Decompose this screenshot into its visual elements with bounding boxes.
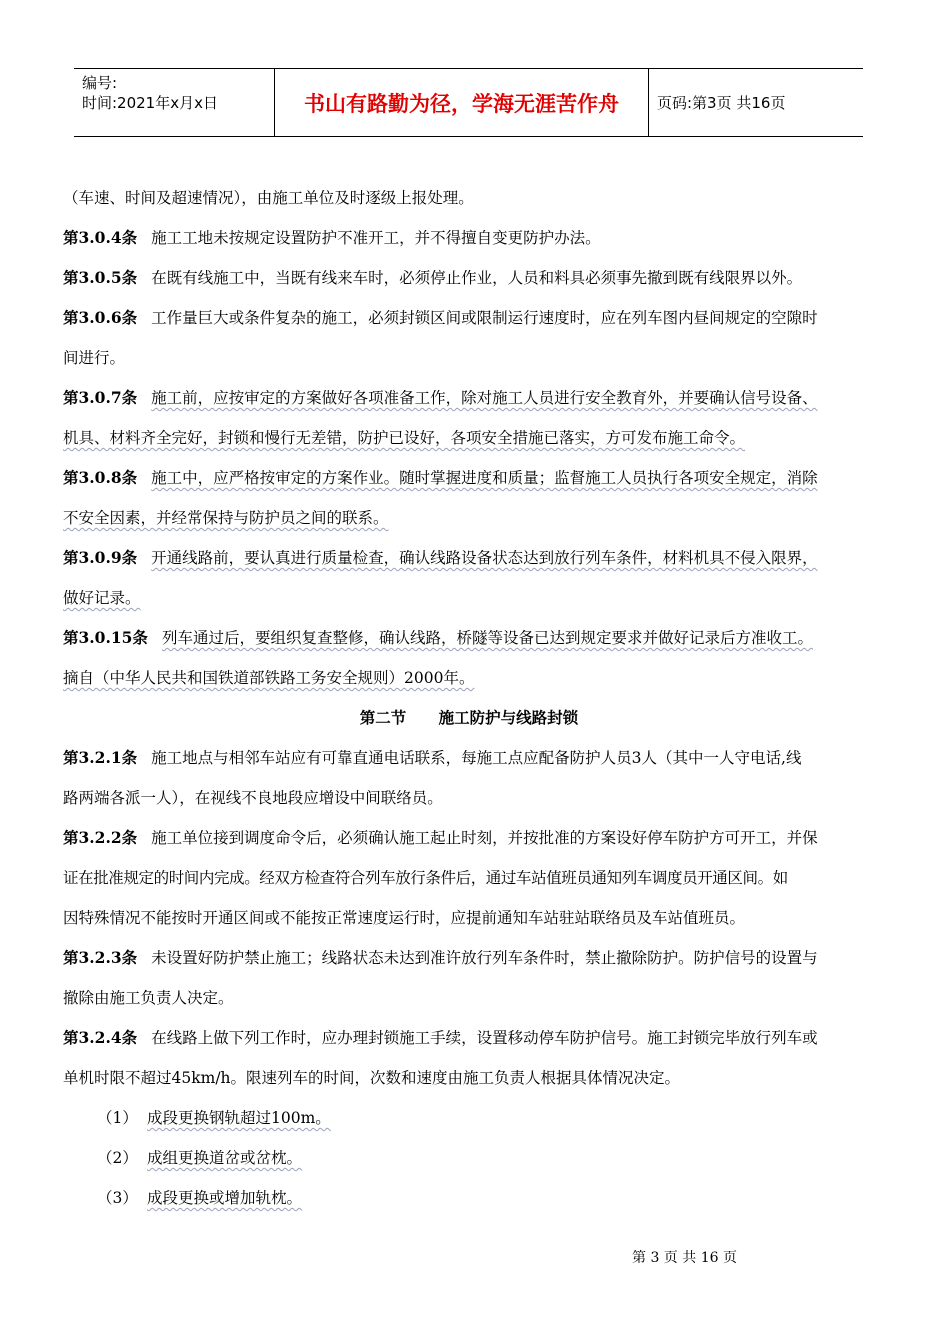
document-body <box>63 178 875 1218</box>
paragraph <box>63 218 875 258</box>
paragraph-text: 做好记录。 <box>63 589 141 607</box>
list-number: （2） <box>97 1149 138 1167</box>
paragraph-text: 不安全因素，并经常保持与防护员之间的联系。 <box>63 509 389 527</box>
text-line: 间进行。 <box>63 349 126 367</box>
paragraph-text: 施工单位接到调度命令后，必须确认施工起止时刻，并按批准的方案设好停车防护方可开工，并保 <box>151 829 818 847</box>
paragraph-text: 开通线路前，要认真进行质量检查，确认线路设备状态达到放行列车条件，材料机具不侵入限界， <box>151 549 818 567</box>
paragraph <box>63 298 875 338</box>
paragraph-text: 机具、材料齐全完好，封锁和慢行无差错，防护已设好，各项安全措施已落实，方可发布施工命令。 <box>63 429 746 447</box>
list-text: 成段更换或增加轨枕。 <box>147 1189 303 1207</box>
list-item <box>63 1098 875 1138</box>
paragraph <box>63 738 875 778</box>
paragraph-text: 摘自（中华人民共和国铁道部铁路工务安全规则）2000年。 <box>63 669 475 687</box>
paragraph-text: 施工前，应按审定的方案做好各项准备工作，除对施工人员进行安全教育外，并要确认信号设备、 <box>151 389 818 407</box>
list-text: 成段更换钢轨超过100m。 <box>147 1109 331 1127</box>
list-number: （1） <box>97 1109 138 1127</box>
article-number: 第3.0.8条 <box>63 468 138 487</box>
text-line: 路两端各派一人），在视线不良地段应增设中间联络员。 <box>63 789 443 807</box>
text-line <box>63 658 875 698</box>
header-page-label: 页码:第3页 共16页 <box>657 94 786 112</box>
text-line: 单机时限不超过45km/h。限速列车的时间，次数和速度由施工负责人根据具体情况决定。 <box>63 1069 681 1087</box>
paragraph-text: 工作量巨大或条件复杂的施工，必须封锁区间或限制运行速度时，应在列车图内昼间规定的空隙时 <box>151 309 818 327</box>
text-line <box>63 498 875 538</box>
paragraph-text: 施工中，应严格按审定的方案作业。随时掌握进度和质量；监督施工人员执行各项安全规定，消除 <box>151 469 818 487</box>
paragraph <box>63 618 875 658</box>
text-line: 撤除由施工负责人决定。 <box>63 989 234 1007</box>
article-number: 第3.2.4条 <box>63 1028 138 1047</box>
header-motto: 书山有路勤为径，学海无涯苦作舟 <box>275 69 649 136</box>
list-number: （3） <box>97 1189 138 1207</box>
paragraph-text: 未设置好防护禁止施工；线路状态未达到准许放行列车条件时，禁止撤除防护。防护信号的设置与 <box>151 949 818 967</box>
paragraph <box>63 1018 875 1058</box>
list-text: 成组更换道岔或岔枕。 <box>147 1149 303 1167</box>
paragraph <box>63 538 875 578</box>
text-line: 证在批准规定的时间内完成。经双方检查符合列车放行条件后，通过车站值班员通知列车调度员开通区间。如 <box>63 869 788 887</box>
paragraph <box>63 378 875 418</box>
header-meta <box>74 69 275 136</box>
paragraph <box>63 818 875 858</box>
article-number: 第3.2.3条 <box>63 948 138 967</box>
paragraph-text: 在既有线施工中，当既有线来车时，必须停止作业，人员和料具必须事先撤到既有线限界以外。 <box>151 269 803 287</box>
paragraph-text: 列车通过后，要组织复查整修，确认线路，桥隧等设备已达到规定要求并做好记录后方准收工。 <box>161 629 813 647</box>
page-header <box>74 68 863 137</box>
article-number: 第3.2.1条 <box>63 748 138 767</box>
paragraph <box>63 938 875 978</box>
page-footer: 第 3 页 共 16 页 <box>632 1250 737 1266</box>
article-number: 第3.2.2条 <box>63 828 138 847</box>
text-line <box>63 578 875 618</box>
text-line: （车速、时间及超速情况），由施工单位及时逐级上报处理。 <box>63 189 474 207</box>
paragraph-text: 施工地点与相邻车站应有可靠直通电话联系，每施工点应配备防护人员3人（其中一人守电话,线 <box>151 749 802 767</box>
paragraph <box>63 258 875 298</box>
article-number: 第3.0.7条 <box>63 388 138 407</box>
article-number: 第3.0.4条 <box>63 228 138 247</box>
date-label: 时间:2021年x月x日 <box>82 94 218 112</box>
text-line <box>63 418 875 458</box>
paragraph-text: 施工工地未按规定设置防护不准开工，并不得擅自变更防护办法。 <box>151 229 601 247</box>
list-item <box>63 1138 875 1178</box>
article-number: 第3.0.5条 <box>63 268 138 287</box>
article-number: 第3.0.9条 <box>63 548 138 567</box>
article-number: 第3.0.15条 <box>63 628 148 647</box>
section-title: 第二节 施工防护与线路封锁 <box>359 708 579 727</box>
text-line: 因特殊情况不能按时开通区间或不能按正常速度运行时，应提前通知车站驻站联络员及车站值班员。 <box>63 909 746 927</box>
paragraph-text: 在线路上做下列工作时，应办理封锁施工手续，设置移动停车防护信号。施工封锁完毕放行列车或 <box>151 1029 818 1047</box>
number-label: 编号: <box>82 74 118 92</box>
article-number: 第3.0.6条 <box>63 308 138 327</box>
paragraph <box>63 458 875 498</box>
list-item <box>63 1178 875 1218</box>
